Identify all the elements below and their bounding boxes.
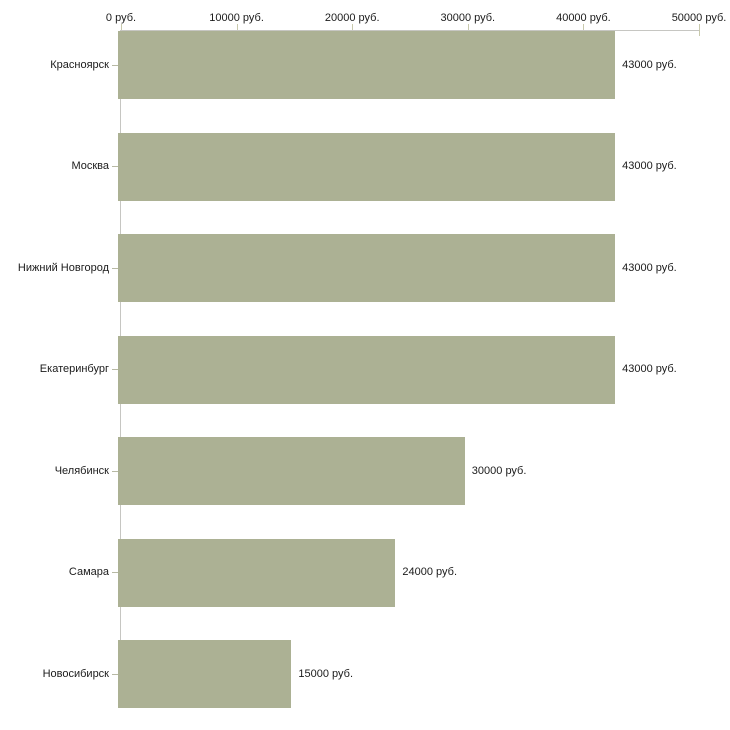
bar-row: [0, 234, 730, 302]
category-label: Красноярск: [50, 58, 109, 71]
bar-rows: [0, 31, 730, 708]
x-axis-tick-label: 50000 руб.: [671, 12, 727, 24]
x-axis-tick-label: 10000 руб.: [209, 12, 264, 24]
value-label: 43000 руб.: [622, 363, 677, 375]
bar[interactable]: [118, 336, 615, 404]
bar[interactable]: [118, 539, 395, 607]
value-label: 30000 руб.: [471, 464, 527, 477]
x-axis-tick-label: 30000 руб.: [440, 12, 496, 24]
x-axis-tick-label: 0 руб.: [105, 12, 137, 24]
x-axis-tick-label: 20000 руб.: [324, 12, 380, 24]
bar-row: [0, 31, 730, 99]
category-label: Екатеринбург: [39, 363, 109, 375]
category-label: Новосибирск: [42, 667, 109, 680]
value-label: 43000 руб.: [622, 160, 677, 172]
bar-row: [0, 336, 730, 404]
bar-row: [0, 640, 730, 708]
value-label: 43000 руб.: [622, 58, 677, 71]
value-label: 24000 руб.: [402, 566, 458, 578]
category-label: Москва: [71, 160, 109, 172]
category-label: Самара: [68, 566, 109, 578]
x-axis-tick-label: 40000 руб.: [556, 12, 611, 24]
bar-row: [0, 133, 730, 201]
x-axis-line: [121, 30, 699, 31]
bar-row: [0, 539, 730, 607]
bar[interactable]: [118, 31, 615, 99]
category-label: Нижний Новгород: [17, 261, 109, 274]
bar[interactable]: [118, 437, 465, 505]
value-label: 15000 руб.: [298, 667, 354, 680]
bar[interactable]: [118, 234, 615, 302]
value-label: 43000 руб.: [622, 261, 677, 274]
bar-row: [0, 437, 730, 505]
category-label: Челябинск: [54, 464, 109, 477]
bar[interactable]: [118, 640, 291, 708]
bar[interactable]: [118, 133, 615, 201]
